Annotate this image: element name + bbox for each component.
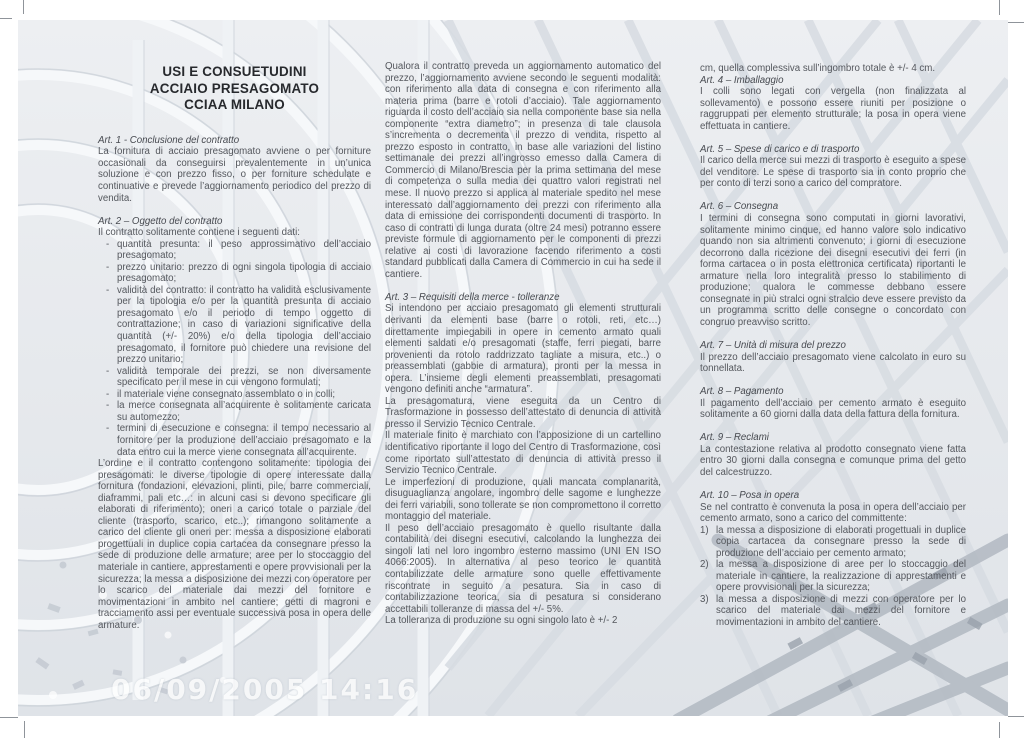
article-1-heading: Art. 1 - Conclusione del contratto (98, 134, 240, 146)
article-1-body: La fornitura di acciaio presagomato avviene o per forniture occasionali da conseguirsi prevalentemente in un’unica soluzione e con prezzo fisso, o per forniture schedulate e continuative e prevede l’aggiornamento periodico del prezzo di vendita. (98, 146, 371, 204)
article-3-paragraph: Il peso dell’acciaio presagomato è quello risultante dalla contabilità dei disegni esecutivi, calcolando la lunghezza dei singoli lati nel loro ingombro esterno massimo (UNI EN ISO 4066:2005). In alternativa al peso teorico le quantità contabilizzate delle armature sono quelle effettivamente riscontrate in seguito a pesatura. Sia in caso di contabilizzazione teorica, sia di pesatura si considerano accettabili tolleranze di massa del +/- 5%. (385, 522, 661, 615)
list-item: - quantità presunta: il peso approssimativo dell’acciaio presagomato; (98, 239, 371, 262)
article-7-heading: Art. 7 – Unità di misura del prezzo (700, 339, 846, 351)
article-3-continuation: cm, quella complessiva sull’ingombro totale è +/- 4 cm. (700, 63, 936, 74)
article-10-heading: Art. 10 – Posa in opera (700, 489, 800, 501)
list-item (700, 559, 966, 594)
list-item-text: la messa a disposizione di elaborati progettuali in duplice copia cartacea da consegnare presso la sede di produzione dell’acciaio per cemento armato; (716, 524, 966, 559)
camera-timestamp: 06/09/2005 14:16 (111, 673, 419, 706)
article-9-heading: Art. 9 – Reclami (700, 432, 769, 444)
article-2-outro: L’ordine e il contratto contengono solitamente: tipologia dei presagomati: le diverse tipologie di opere interessate dalla fornitura (fondazioni, elevazioni, plinti, pile, barre commerciali, diaframmi, pali etc…: in alcuni casi si devono specificare gli elaborati di riferimento); oneri a carico totale o parziale del cliente (trasporto, scarico, etc..); rimangono solitamente a carico del cliente gli oneri per: messa a disposizione elaborati progettuali in duplice copia cartacea da consegnare presso la sede di produzione delle armature; aree per lo stoccaggio del materiale in cantiere, apprestamenti e opere provvisionali per la sicurezza; la messa a disposizione dei mezzi con operatore per lo scarico del materiale dai mezzi del fornitore e movimentazioni in ambito nel cantiere; getti di magroni e tracciamento assi per eventuale successiva posa in opera delle armature. (98, 458, 371, 631)
page-title (98, 64, 371, 114)
crop-mark (1008, 716, 1024, 717)
crop-mark (1008, 22, 1024, 23)
article-2-heading: Art. 2 – Oggetto del contratto (98, 215, 223, 227)
article-3-heading: Art. 3 – Requisiti della merce - tolleranze (385, 291, 560, 303)
list-item: - validità del contratto: il contratto ha validità esclusivamente per la tipologia e/o per la quantità presunta di acciaio presagomato e/o il periodo di tempo oggetto di contrattazione; in caso di variazioni significative della quantità (+/- 20%) e/o della tipologia dell’acciaio presagomato, il fornitore può chiedere una revisione del prezzo unitario; (98, 285, 371, 366)
article-7-body: Il prezzo dell’acciaio presagomato viene calcolato in euro su tonnellata. (700, 351, 966, 375)
crop-mark (23, 0, 24, 14)
list-item (700, 525, 966, 560)
list-item-text: la messa a disposizione di mezzi con operatore per lo scarico del materiale dai mezzi del fornitore e movimentazioni in ambito del cantiere. (716, 593, 966, 628)
crop-mark (999, 0, 1000, 15)
article-2-continuation: Qualora il contratto preveda un aggiornamento automatico del prezzo, l’aggiornamento avviene secondo le seguenti modalità: con riferimento alla data di consegna e con riferimento alla materia prima (barre e rotoli d’acciaio). Tale aggiornamento riguarda il costo dell’acciaio sia nella componente base sia nella componente “extra diametro”; in presenza di tale clausola s’incrementa o decrementa il prezzo di vendita, rispetto al prezzo esposto in contratto, in base alle variazioni del listino settimanale dei prezzi all’ingrosso emesso dalla Camera di Commercio di Milano/Brescia per la prima settimana del mese di competenza o sulla media dei quattro valori registrati nel mese. Il nuovo prezzo si applica al materiale spedito nel mese interessato dall’aggiornamento dei prezzi con riferimento alla data di emissione dei corrispondenti documenti di trasporto. In caso di contratti di lunga durata (oltre 24 mesi) potranno essere previste formule di aggiornamento per le componenti di prezzi relative ai costi di lavorazione facendo riferimento a costi standard pubblicati dalla Camera di Commercio in cui ha sede il cantiere. (385, 61, 661, 280)
article-3-paragraph: Il materiale finito è marchiato con l’apposizione di un cartellino identificativo riportante il logo del Centro di Trasformazione, così come riportato sull’attestato di denuncia di attività presso il Servizio Tecnico Centrale. (385, 430, 661, 477)
column-right (700, 63, 966, 629)
crop-mark (24, 721, 25, 738)
article-3-paragraph: La presagomatura, viene eseguita da un Centro di Trasformazione in possesso dell’attestato di denuncia di attività presso il Servizio Tecnico Centrale. (385, 395, 661, 430)
crop-mark (0, 18, 12, 19)
article-2-intro: Il contratto solitamente contiene i seguenti dati: (98, 227, 300, 239)
article-4-heading: Art. 4 – Imballaggio (700, 74, 784, 86)
document-page (18, 20, 1008, 716)
article-6-body: I termini di consegna sono computati in giorni lavorativi, solitamente minimo cinque, ed hanno valore solo indicativo quando non sia altrimenti convenuto; i giorni di esecuzione decorrono dalla ricezione dei disegni esecutivi dei ferri (in forma cartacea o in posta elettronica certificata) riportanti le armature nella loro integralità presso lo stabilimento di produzione; qualora le commesse debbano essere consegnate in più stralci ogni stralcio deve essere previsto da un programma scritto delle consegne o concordato con congruo preavviso scritto. (700, 213, 966, 328)
list-item: - prezzo unitario: prezzo di ogni singola tipologia di acciaio presagomato; (98, 262, 371, 285)
article-5-heading: Art. 5 – Spese di carico e di trasporto (700, 143, 860, 155)
article-2-bullet-list (98, 239, 371, 458)
article-3-paragraph: Si intendono per acciaio presagomato gli elementi strutturali derivanti da elementi base (barre o rotoli, reti, etc…) direttamente impiegabili in opere in cemento armato quali elementi saldati e/o presagomati (staffe, ferri piegati, barre provenienti da rotolo raddrizzato tagliate a misura, etc..) o preassemblati (gabbie di armatura), pronti per la messa in opera. L’insieme degli elementi preassemblati, presagomati vengono definiti anche “armatura”. (385, 303, 661, 396)
list-item-number: 1) (700, 524, 709, 536)
column-middle (385, 61, 661, 627)
list-item-number: 2) (700, 559, 709, 571)
article-3-paragraph: Le imperfezioni di produzione, quali mancata complanarità, disuguaglianza angolare, ingombro delle sagome e lunghezze dei ferri variabili, sono tollerate se non compromettono il corretto montaggio del materiale. (385, 476, 661, 523)
article-4-body: I colli sono legati con vergella (non finalizzata al sollevamento) e possono essere riuniti per posizione o raggruppati per elemento strutturale; la posa in opera viene effettuata in cantiere. (700, 86, 966, 132)
list-item-number: 3) (700, 593, 709, 605)
article-10-intro: Se nel contratto è convenuta la posa in opera dell’acciaio per cemento armato, sono a carico del committente: (700, 501, 966, 525)
page-title-line-2: ACCIAIO PRESAGOMATO (149, 80, 320, 96)
list-item (700, 594, 966, 629)
crop-mark (999, 722, 1000, 738)
page-title-line-3: CCIAA MILANO (184, 97, 285, 113)
list-item: - la merce consegnata all’acquirente è solitamente caricata su automezzo; (98, 400, 371, 423)
article-6-heading: Art. 6 – Consegna (700, 201, 779, 213)
article-8-heading: Art. 8 – Pagamento (700, 386, 784, 398)
list-item: - il materiale viene consegnato assemblato o in colli; (98, 389, 371, 401)
article-5-body: Il carico della merce sui mezzi di trasporto è eseguito a spese del venditore. Le spese di trasporto sia in conto proprio che per conto di terzi sono a carico del compratore. (700, 155, 966, 190)
article-8-body: Il pagamento dell’acciaio per cemento armato è eseguito solitamente a 60 giorni dalla data della fattura della fornitura. (700, 397, 966, 421)
article-10-numbered-list (700, 525, 966, 629)
list-item-text: la messa a disposizione di aree per lo stoccaggio del materiale in cantiere, la realizzazione di apprestamenti e opere provvisionali per la sicurezza; (716, 559, 966, 594)
article-9-body: La contestazione relativa al prodotto consegnato viene fatta entro 30 giorni dalla consegna e comunque prima del getto del calcestruzzo. (700, 443, 966, 478)
page-title-line-1: USI E CONSUETUDINI (162, 64, 307, 79)
article-3-paragraph: La tolleranza di produzione su ogni singolo lato è +/- 2 (385, 615, 618, 627)
column-left (98, 64, 371, 631)
list-item: - termini di esecuzione e consegna: il tempo necessario al fornitore per la produzione dell’acciaio presagomato e la data entro cui la merce viene consegnata all’acquirente. (98, 423, 371, 458)
crop-mark (0, 717, 18, 718)
list-item: - validità temporale dei prezzi, se non diversamente specificato per il mese in cui vengono formulati; (98, 366, 371, 389)
